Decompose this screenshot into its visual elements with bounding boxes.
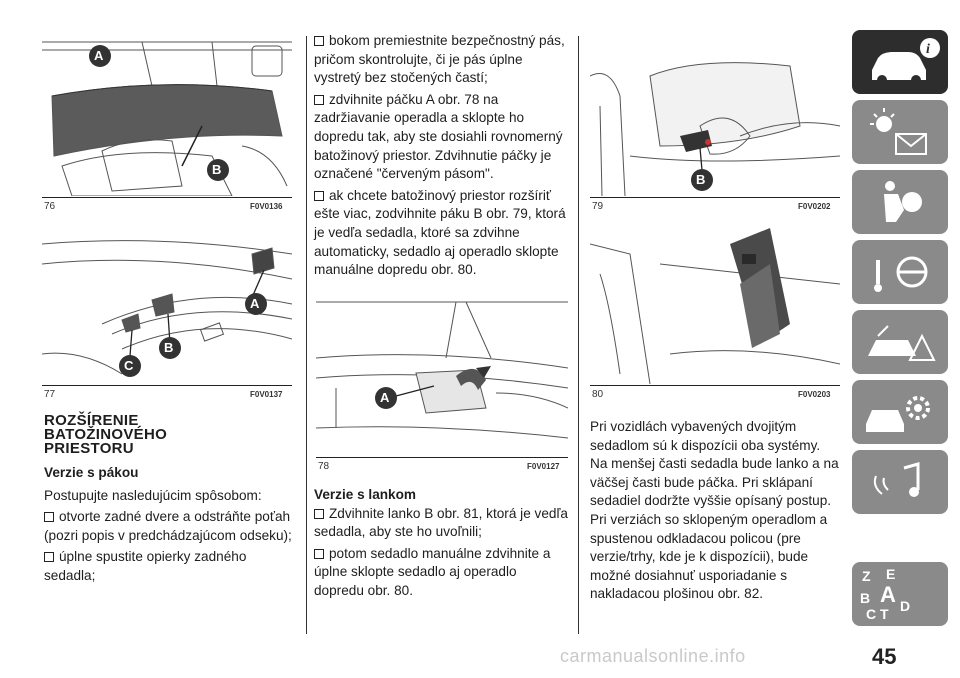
checkbox-bullet-icon [44,512,54,522]
figure-77-code: F0V0137 [250,390,283,399]
checkbox-bullet-icon [314,509,324,519]
callout-b: B [696,172,706,187]
column-3 [590,418,840,607]
callout-a: A [94,48,104,63]
callout-b: B [164,340,174,355]
list-item: otvorte zadné dvere a odstráňte poťah (pozri popis v predchádzajúcom odseku); [44,509,292,543]
figure-76 [42,36,292,196]
figure-78-rule [316,457,568,458]
index-letter: Z [862,568,871,584]
car-info-icon [852,30,948,94]
callout-a: A [250,296,260,311]
folded-seat-illustration [590,224,840,384]
tab-index[interactable] [852,562,948,626]
figure-79-code: F0V0202 [798,202,831,211]
figure-77-rule [42,385,292,386]
figure-78-code: F0V0127 [527,462,560,471]
body-text: Pri vozidlách vybavených dvojitým sedadlom sú k dispozícii oba systémy. Na menšej časti sedadla bude lanko a na väčšej časti bude páčka. Pri sklápaní sedadiel dodržte vyššie opísaný postup. Pri verziách so sklopeným operadlom a spustenou odkladacou policou (pre verzie/trhy, kde je k dispozícii), bude možné dosiahnuť usporiadanie s nakladacou plošinou obr. 82. [590,419,839,602]
list-item: zdvihnite páčku A obr. 78 na zadržiavanie operadla a sklopte ho dopredu tak, aby ste dosiahli rovnomerný batožinový priestor. Zdvihnutie páčky je označené "červeným pásom". [314,91,563,182]
checkbox-bullet-icon [314,549,324,559]
figure-79 [590,36,840,196]
figure-78-number: 78 [318,461,330,472]
index-letter: T [880,606,889,622]
list-item: bokom premiestnite bezpečnostný pás, pričom skontrolujte, či je pás úplne vystretý bez stočených častí; [314,33,565,86]
figure-76-code: F0V0136 [250,202,283,211]
list-item: potom sedadlo manuálne zdvihnite a úplne sklopte sedadlo aj operadlo dopredu obr. 80. [314,545,551,598]
seat-lever-b-illustration [590,36,840,196]
page-number: 45 [872,644,897,669]
tab-safety[interactable] [852,170,948,234]
seat-lever-illustration [316,298,568,456]
maintenance-icon [852,380,948,444]
callout-b: B [212,162,222,177]
tab-emergency[interactable] [852,310,948,374]
figure-78 [316,298,568,456]
trunk-shelf-illustration [42,36,292,196]
list-item: Zdvihnite lanko B obr. 81, ktorá je vedľa sedadla, aby ste ho uvoľnili; [314,505,568,540]
callout-c: C [124,358,134,373]
column-2-top [314,32,570,283]
figure-76-rule [42,197,292,198]
warning-lights-icon [852,100,948,164]
emergency-icon [852,310,948,374]
column-2-bottom [314,486,570,604]
figure-80-code: F0V0203 [798,390,831,399]
index-letter: E [886,566,896,582]
figure-79-rule [590,197,840,198]
tab-car-info[interactable] [852,30,948,94]
figure-80-rule [590,385,840,386]
callout-a: A [380,390,390,405]
list-item: ak chcete batožinový priestor rozšíriť ešte viac, zodvihnite páku B obr. 79, ktorá je vedľa sedadla, ktoré sa zdvihne automaticky, sedadlo aj operadlo sklopte manuálne dopredu obr. 80. [314,187,566,278]
starting-driving-icon [852,240,948,304]
index-letter: C [866,606,877,622]
multimedia-icon [852,450,948,514]
section-heading: ROZŠÍRENIE BATOŽINOVÉHO PRIESTORU [44,412,168,457]
figure-80 [590,224,840,384]
svg-text:i: i [926,42,930,57]
tab-starting-driving[interactable] [852,240,948,304]
subheading-cable: Verzie s lankom [314,487,417,502]
checkbox-bullet-icon [314,95,324,105]
figure-79-number: 79 [592,201,604,212]
figure-77 [42,224,292,384]
intro-text: Postupujte nasledujúcim spôsobom: [44,487,262,503]
column-divider [306,36,307,634]
tab-warning-lights[interactable] [852,100,948,164]
figure-76-number: 76 [44,201,56,212]
tab-maintenance[interactable] [852,380,948,444]
subheading-lever: Verzie s pákou [44,465,139,480]
figure-77-number: 77 [44,389,56,400]
watermark: carmanualsonline.info [560,646,746,666]
index-letter: D [900,598,911,614]
tab-multimedia[interactable] [852,450,948,514]
column-1 [44,414,294,589]
checkbox-bullet-icon [314,36,324,46]
checkbox-bullet-icon [44,552,54,562]
safety-icon [852,170,948,234]
index-letter: A [880,582,896,607]
checkbox-bullet-icon [314,191,324,201]
column-divider [578,36,579,634]
figure-80-number: 80 [592,389,604,400]
list-item: úplne spustite opierky zadného sedadla; [44,549,247,583]
index-letter: B [860,590,871,606]
